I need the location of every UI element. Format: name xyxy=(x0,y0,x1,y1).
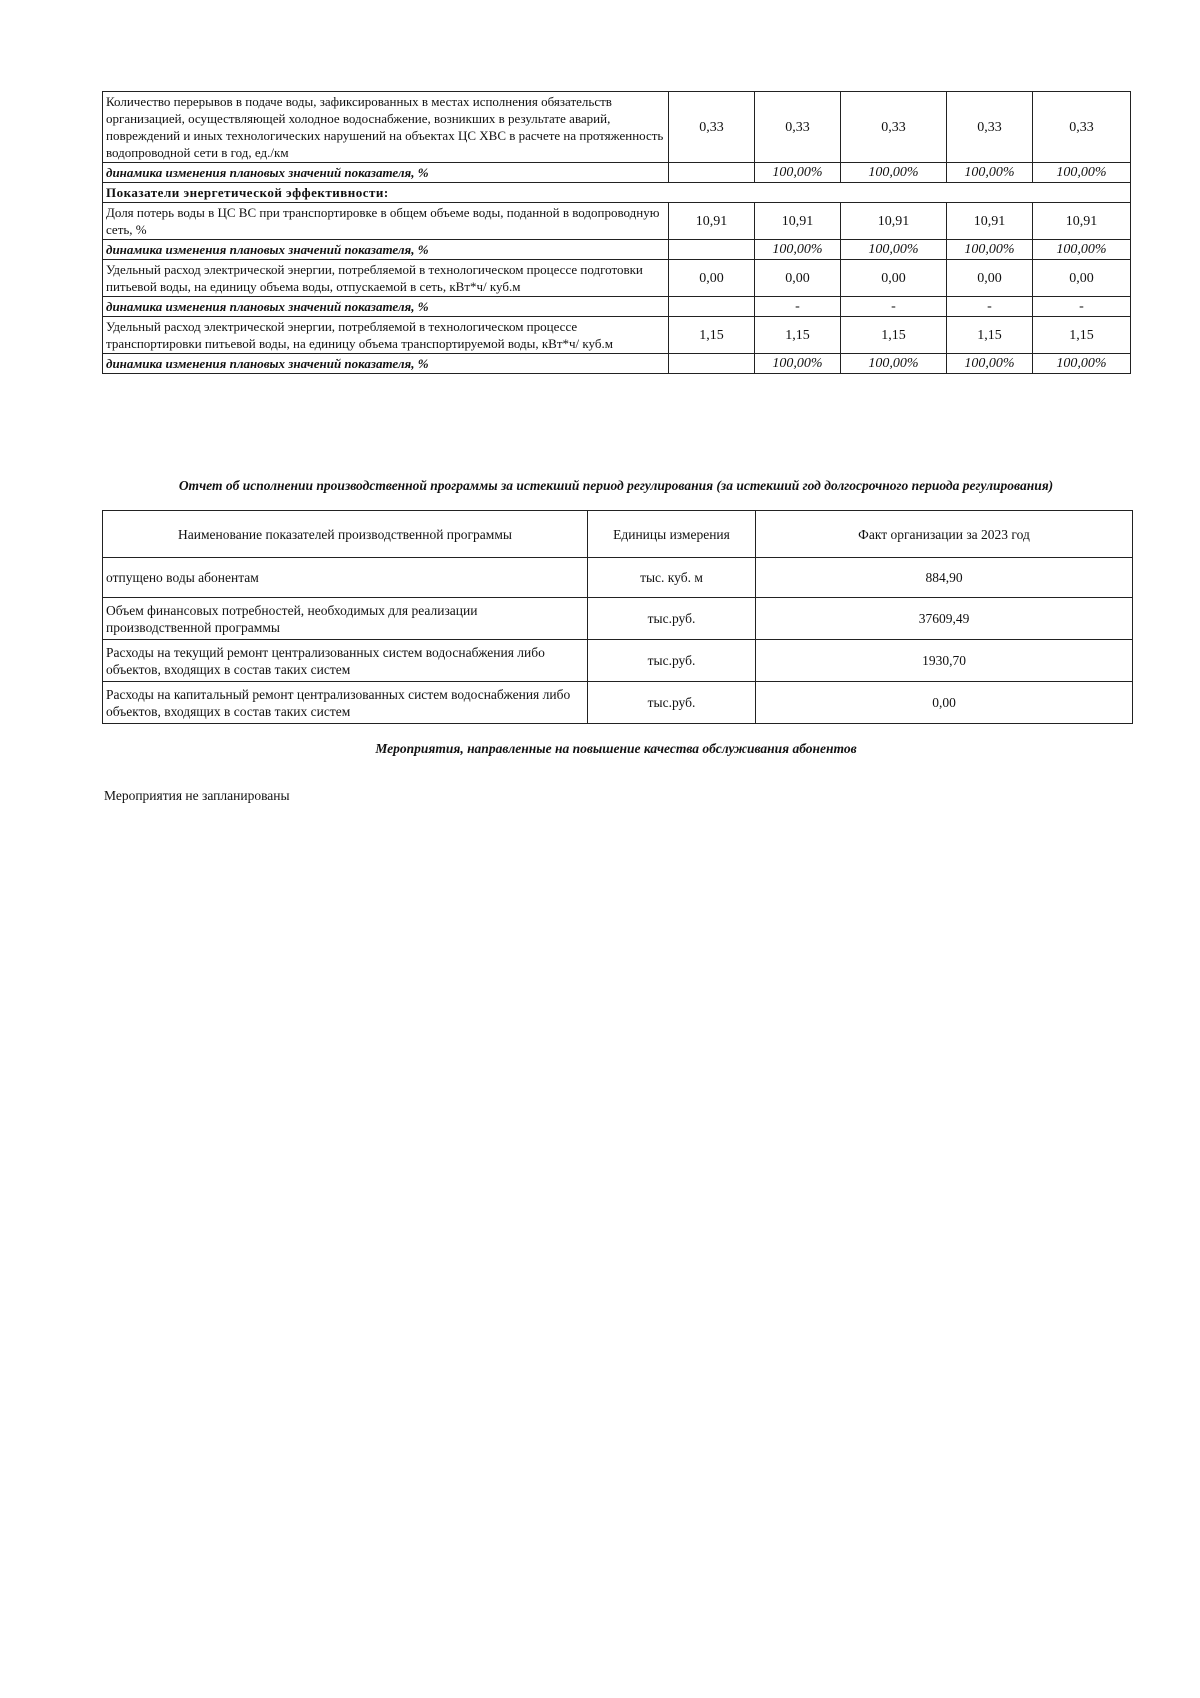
cell-unit: тыс. куб. м xyxy=(588,558,756,598)
cell-name: Объем финансовых потребностей, необходимых для реализации производственной программы xyxy=(103,598,588,640)
value-cell: 10,91 xyxy=(947,203,1033,240)
cell-unit: тыс.руб. xyxy=(588,598,756,640)
cell-unit: тыс.руб. xyxy=(588,682,756,724)
column-header-unit: Единицы измерения xyxy=(588,511,756,558)
table-row xyxy=(103,558,1133,598)
table-row xyxy=(103,297,1131,317)
table-row xyxy=(103,92,1131,163)
value-cell: 0,33 xyxy=(947,92,1033,163)
value-cell: 100,00% xyxy=(755,163,841,183)
value-cell: - xyxy=(947,297,1033,317)
value-cell: 100,00% xyxy=(947,163,1033,183)
value-cell: 100,00% xyxy=(947,354,1033,374)
value-cell: 100,00% xyxy=(1033,354,1131,374)
cell-value: 884,90 xyxy=(756,558,1133,598)
value-cell: 100,00% xyxy=(841,163,947,183)
table-row xyxy=(103,317,1131,354)
value-cell: - xyxy=(841,297,947,317)
value-cell: 100,00% xyxy=(755,240,841,260)
column-header-name: Наименование показателей производственной программы xyxy=(103,511,588,558)
value-cell xyxy=(669,297,755,317)
table-row xyxy=(103,203,1131,240)
value-cell: 0,33 xyxy=(841,92,947,163)
cell-name: Расходы на текущий ремонт централизованных систем водоснабжения либо объектов, входящих в состав таких систем xyxy=(103,640,588,682)
table-row xyxy=(103,354,1131,374)
table-row xyxy=(103,163,1131,183)
value-cell: 100,00% xyxy=(1033,240,1131,260)
cell-unit: тыс.руб. xyxy=(588,640,756,682)
value-cell: 100,00% xyxy=(947,240,1033,260)
value-cell: 0,00 xyxy=(1033,260,1131,297)
dynamics-label: динамика изменения плановых значений показателя, % xyxy=(103,297,669,317)
indicator-label: Доля потерь воды в ЦС ВС при транспортировке в общем объеме воды, поданной в водопроводную сеть, % xyxy=(103,203,669,240)
dynamics-label: динамика изменения плановых значений показателя, % xyxy=(103,354,669,374)
table-row xyxy=(103,640,1133,682)
table-row xyxy=(103,682,1133,724)
cell-name: Расходы на капитальный ремонт централизованных систем водоснабжения либо объектов, входящих в состав таких систем xyxy=(103,682,588,724)
value-cell: 1,15 xyxy=(947,317,1033,354)
column-header-fact: Факт организации за 2023 год xyxy=(756,511,1133,558)
value-cell: 100,00% xyxy=(841,354,947,374)
value-cell: 0,00 xyxy=(669,260,755,297)
table-row xyxy=(103,240,1131,260)
table-header-row xyxy=(103,511,1133,558)
value-cell: - xyxy=(1033,297,1131,317)
table-row xyxy=(103,183,1131,203)
value-cell: 1,15 xyxy=(669,317,755,354)
value-cell: 10,91 xyxy=(669,203,755,240)
value-cell: 100,00% xyxy=(1033,163,1131,183)
value-cell: 1,15 xyxy=(1033,317,1131,354)
cell-value: 1930,70 xyxy=(756,640,1133,682)
value-cell: 10,91 xyxy=(1033,203,1131,240)
value-cell xyxy=(669,240,755,260)
cell-value: 0,00 xyxy=(756,682,1133,724)
value-cell: 0,33 xyxy=(755,92,841,163)
value-cell: 1,15 xyxy=(755,317,841,354)
table-row xyxy=(103,260,1131,297)
production-program-table xyxy=(102,510,1133,724)
indicators-table xyxy=(102,91,1131,374)
cell-name: отпущено воды абонентам xyxy=(103,558,588,598)
indicator-label: Количество перерывов в подаче воды, зафиксированных в местах исполнения обязательств организацией, осуществляющей холодное водоснабжение, возникших в результате аварий, повреждений и иных технологических нарушений на объектах ЦС ХВС в расчете на протяженность водопроводной сети в год, ед./км xyxy=(103,92,669,163)
value-cell: 100,00% xyxy=(755,354,841,374)
value-cell: 0,00 xyxy=(947,260,1033,297)
indicator-label: Удельный расход электрической энергии, потребляемой в технологическом процессе подготовки питьевой воды, на единицу объема воды, отпускаемой в сеть, кВт*ч/ куб.м xyxy=(103,260,669,297)
value-cell: 0,33 xyxy=(669,92,755,163)
value-cell: 0,00 xyxy=(841,260,947,297)
section-header: Показатели энергетической эффективности: xyxy=(103,183,1131,203)
measures-caption: Мероприятия, направленные на повышение качества обслуживания абонентов xyxy=(375,741,857,756)
dynamics-label: динамика изменения плановых значений показателя, % xyxy=(103,163,669,183)
cell-value: 37609,49 xyxy=(756,598,1133,640)
value-cell: 10,91 xyxy=(755,203,841,240)
dynamics-label: динамика изменения плановых значений показателя, % xyxy=(103,240,669,260)
table-row xyxy=(103,598,1133,640)
value-cell: 0,00 xyxy=(755,260,841,297)
value-cell xyxy=(669,354,755,374)
value-cell: - xyxy=(755,297,841,317)
report-caption: Отчет об исполнении производственной программы за истекший период регулирования (за истекший год долгосрочного периода регулирования) xyxy=(178,478,1054,493)
value-cell: 100,00% xyxy=(841,240,947,260)
value-cell: 0,33 xyxy=(1033,92,1131,163)
measures-note: Мероприятия не запланированы xyxy=(104,788,290,803)
value-cell: 10,91 xyxy=(841,203,947,240)
value-cell: 1,15 xyxy=(841,317,947,354)
value-cell xyxy=(669,163,755,183)
indicator-label: Удельный расход электрической энергии, потребляемой в технологическом процессе транспортировки питьевой воды, на единицу объема транспортируемой воды, кВт*ч/ куб.м xyxy=(103,317,669,354)
